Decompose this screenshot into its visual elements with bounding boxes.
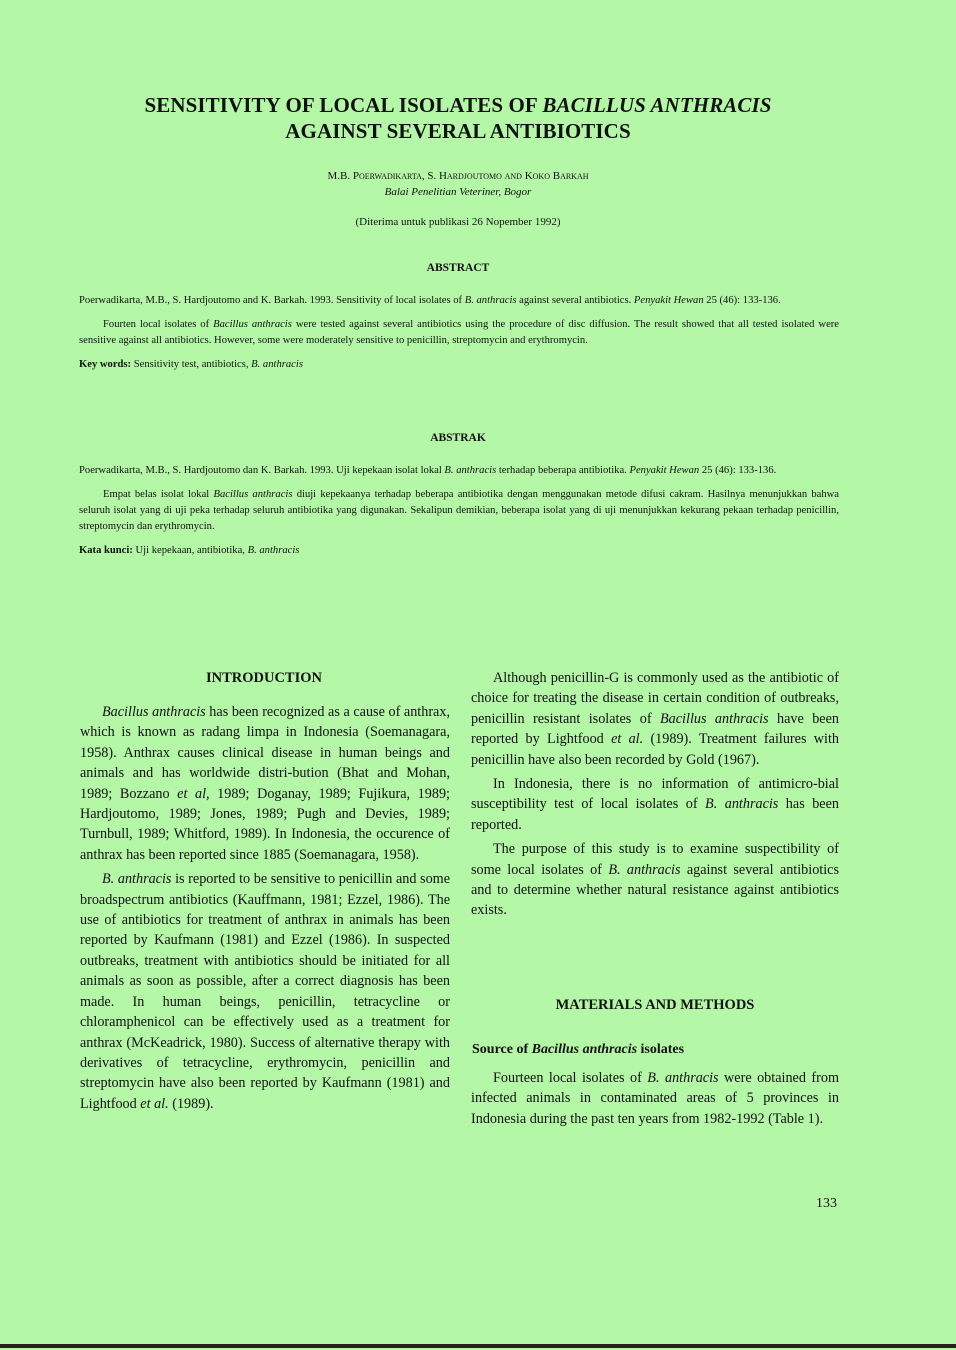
intro-paragraph-2: B. anthracis is reported to be sensitive to penicillin and some broadspectrum antibiotics (Kauffmann, 1981; Ezzel, 1986). The use of antibiotics for treatment of anthrax in animals has been reported by Kaufmann (1981) and Ezzel (1986). In suspected outbreaks, treatment with antibiotics should be initiated for all animals as soon as possible, after a correct diagnosis has been made. In human beings, penicillin, tetracycline or chloramphenicol can be effectively used as a treatment for anthrax (McKeadrick, 1980). Success of alternative therapy with derivatives of tetracycline, erythromycin, penicillin and streptomycin have also been reported by Kaufmann (1981) and Lightfood et al. (1989). (80, 871, 451, 1112)
title-line1-prefix: SENSITIVITY OF LOCAL ISOLATES OF (144, 93, 543, 117)
intro-paragraph-1: Bacillus anthracis has been recognized as a cause of anthrax, which is known as radang limpa in Indonesia (Soemanagara, 1958). Anthrax causes clinical disease in human beings and animals and has worldwide distri-bution (Bhat and Mohan, 1989; Bozzano et al, 1989; Doganay, 1989; Fujikura, 1989; Hardjoutomo, 1989; Jones, 1989; Pugh and Devies, 1989; Turnbull, 1989; Whitford, 1989). In Indonesia, the occurence of anthrax has been reported since 1885 (Soemanagara, 1958). (80, 704, 450, 863)
methods-heading: MATERIALS AND METHODS (555, 997, 755, 1013)
title-line2: AGAINST SEVERAL ANTIBIOTICS (285, 119, 631, 143)
title-line1-italic: BACILLUS ANTHRACIS (542, 93, 772, 117)
intro-heading: INTRODUCTION (205, 670, 322, 686)
abstract-citation: Poerwadikarta, M.B., S. Hardjoutomo and K. Barkah. 1993. Sensitivity of local isolates of B. anthracis against several antibiotics. Penyakit Hewan 25 (46): 133-136. (79, 295, 781, 306)
page-bottom-rule (0, 1344, 956, 1348)
author-affiliation: Balai Penelitian Veteriner, Bogor (384, 186, 532, 198)
left-column (80, 702, 450, 1118)
received-date: (Diterima untuk publikasi 26 Nopember 1992) (355, 216, 561, 228)
methods-subheading: Source of Bacillus anthracis isolates (472, 1042, 685, 1057)
abstrak-body: Empat belas isolat lokal Bacillus anthracis diuji kepekaanya terhadap beberapa antibiotika dengan menggunakan metode difusi cakram. Hasilnya menunjukkan bahwa seluruh isolat yang di uji peka terhadap seluruh antibiotika yang digunakan. Sekalipun demikian, beberapa isolat yang di uji menunjukkan kekurang pekaan terhadap penicillin, streptomycin dan erythromycin. (79, 489, 840, 532)
author-block (60, 168, 856, 200)
abstract-heading: ABSTRACT (426, 262, 490, 274)
paper-title (60, 92, 856, 144)
intro-paragraph-5: The purpose of this study is to examine suspectibility of some local isolates of B. anthracis against several antibiotics and to determine whether natural resistance against antibiotics exists. (471, 841, 840, 919)
abstract-body: Fourten local isolates of Bacillus anthracis were tested against several antibiotics using the procedure of disc diffusion. The result showed that all tested isolated were sensitive against all antibiotics. However, some were moderately sensitive to penicillin, streptomycin and erythromycin. (79, 319, 840, 346)
abstract-block (79, 293, 839, 381)
intro-paragraph-4: In Indonesia, there is no information of antimicro-bial susceptibility test of local isolates of B. anthracis has been reported. (471, 776, 839, 833)
abstrak-citation: Poerwadikarta, M.B., S. Hardjoutomo dan K. Barkah. 1993. Uji kepekaan isolat lokal B. anthracis terhadap beberapa antibiotika. Penyakit Hewan 25 (46): 133-136. (79, 465, 777, 476)
abstrak-block (79, 463, 839, 567)
page-number: 133 (816, 1196, 837, 1211)
abstrak-heading: ABSTRAK (430, 432, 486, 444)
right-column (471, 668, 839, 925)
intro-paragraph-3: Although penicillin-G is commonly used as the antibiotic of choice for treating the disease in certain condition of outbreaks, penicillin resistant isolates of Bacillus anthracis have been reported by Lightfood et al. (1989). Treatment failures with penicillin have also been recorded by Gold (1967). (471, 670, 839, 768)
methods-paragraph-1: Fourteen local isolates of B. anthracis were obtained from infected animals in contaminated areas of 5 provinces in Indonesia during the past ten years from 1982-1992 (Table 1). (471, 1070, 839, 1127)
abstract-keywords: Key words: Sensitivity test, antibiotics, B. anthracis (79, 359, 303, 370)
abstrak-keywords: Kata kunci: Uji kepekaan, antibiotika, B. anthracis (79, 545, 300, 556)
author-names: M.B. Poerwadikarta, S. Hardjoutomo and Koko Barkah (327, 170, 589, 182)
methods-block (471, 1068, 839, 1133)
